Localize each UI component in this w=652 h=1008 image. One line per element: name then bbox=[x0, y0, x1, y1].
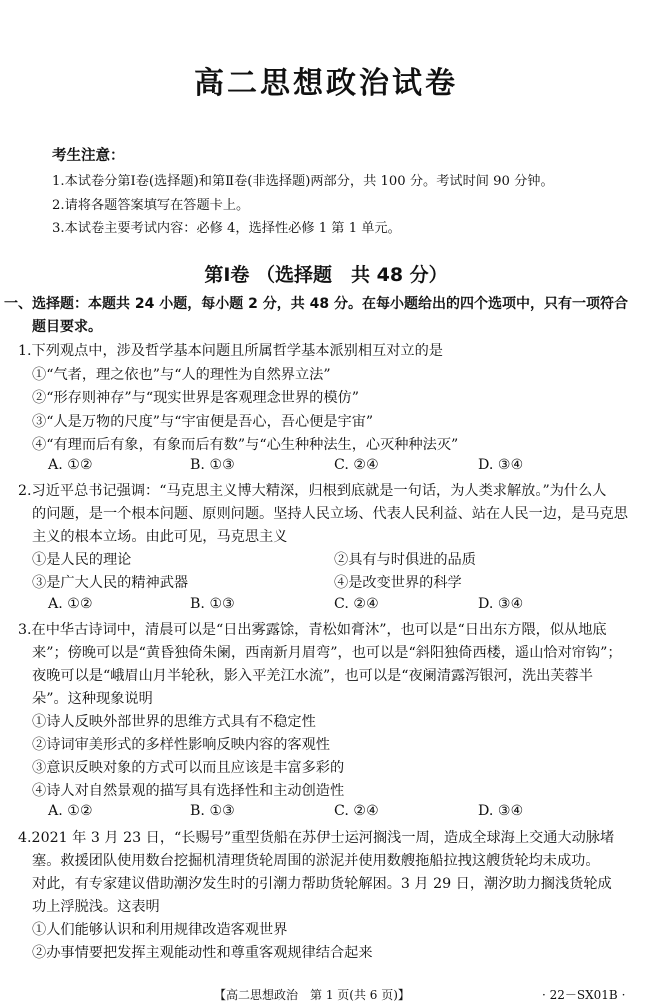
question-1-option-c: C. ②④ bbox=[334, 457, 379, 473]
question-1-option-a: A. ①② bbox=[48, 457, 93, 473]
page-title: 高二思想政治试卷 bbox=[194, 66, 458, 101]
question-1-stem: 1.下列观点中，涉及哲学基本问题且所属哲学基本派别相互对立的是 bbox=[18, 343, 443, 359]
question-3-stem-line-1: 3.在中华古诗词中，清晨可以是“日出雾露馀，青松如膏沐”，也可以是“日出东方隈，似从地底 bbox=[18, 622, 607, 638]
section-instruction-cont: 题目要求。 bbox=[32, 319, 102, 335]
question-2-item-2: ②具有与时俱进的品质 bbox=[334, 552, 476, 568]
question-3-item-1: ①诗人反映外部世界的思维方式具有不稳定性 bbox=[32, 714, 316, 730]
question-1-option-b: B. ①③ bbox=[190, 457, 235, 473]
question-4-stem-line-1: 4.2021 年 3 月 23 日，“长赐号”重型货船在苏伊士运河搁浅一周，造成全球海上交通大动脉堵 bbox=[18, 830, 615, 846]
question-4-item-1: ①人们能够认识和利用规律改造客观世界 bbox=[32, 922, 288, 938]
question-3-option-a: A. ①② bbox=[48, 803, 93, 819]
question-2-option-c: C. ②④ bbox=[334, 596, 379, 612]
question-1-option-d: D. ③④ bbox=[478, 457, 524, 473]
question-3-stem-line-4: 朵”。这种现象说明 bbox=[32, 691, 153, 707]
section-heading: 第Ⅰ卷 （选择题 共 48 分） bbox=[204, 264, 448, 286]
exam-code: · 22－SX01B · bbox=[542, 988, 626, 1002]
question-3-option-d: D. ③④ bbox=[478, 803, 524, 819]
page-footer: 【高二思想政治 第 1 页(共 6 页)】 bbox=[214, 988, 410, 1002]
question-1-item-4: ④“有理而后有象，有象而后有数”与“心生种种法生，心灭种种法灭” bbox=[32, 437, 459, 453]
question-1-item-1: ①“气者，理之依也”与“人的理性为自然界立法” bbox=[32, 367, 331, 383]
notice-line-1: 1.本试卷分第Ⅰ卷(选择题)和第Ⅱ卷(非选择题)两部分，共 100 分。考试时间 90 分钟。 bbox=[52, 174, 554, 189]
question-4-stem-line-3: 对此，有专家建议借助潮汐发生时的引潮力帮助货轮解困。3 月 29 日，潮汐助力搁浅货轮成 bbox=[32, 876, 612, 892]
question-3-item-3: ③意识反映对象的方式可以而且应该是丰富多彩的 bbox=[32, 760, 345, 776]
section-instruction: 一、选择题：本题共 24 小题，每小题 2 分，共 48 分。在每小题给出的四个选项中，只有一项符合 bbox=[4, 296, 628, 312]
question-3-item-2: ②诗词审美形式的多样性影响反映内容的客观性 bbox=[32, 737, 330, 753]
question-2-item-1: ①是人民的理论 bbox=[32, 552, 132, 568]
question-2-option-a: A. ①② bbox=[48, 596, 93, 612]
question-2-item-4: ④是改变世界的科学 bbox=[334, 575, 462, 591]
question-3-item-4: ④诗人对自然景观的描写具有选择性和主动创造性 bbox=[32, 783, 345, 799]
question-1-item-3: ③“人是万物的尺度”与“宇宙便是吾心，吾心便是宇宙” bbox=[32, 414, 374, 430]
question-2-stem-line-3: 主义的根本立场。由此可见，马克思主义 bbox=[32, 529, 288, 545]
question-4-stem-line-4: 功上浮脱浅。这表明 bbox=[32, 899, 160, 915]
question-2-stem-line-1: 2.习近平总书记强调：“马克思主义博大精深，归根到底就是一句话，为人类求解放。”为什么人 bbox=[18, 483, 607, 499]
question-3-option-c: C. ②④ bbox=[334, 803, 379, 819]
question-1-item-2: ②“形存则神存”与“现实世界是客观理念世界的模仿” bbox=[32, 390, 359, 406]
question-2-stem-line-2: 的问题，是一个根本问题、原则问题。坚持人民立场、代表人民利益、站在人民一边，是马克思 bbox=[32, 506, 628, 522]
question-3-stem-line-2: 来”；傍晚可以是“黄昏独倚朱阑，西南新月眉弯”，也可以是“斜阳独倚西楼，遥山恰对帘钩”； bbox=[32, 645, 622, 661]
notice-line-2: 2.请将各题答案填写在答题卡上。 bbox=[52, 198, 250, 213]
notice-heading: 考生注意： bbox=[52, 148, 125, 164]
question-3-stem-line-3: 夜晚可以是“峨眉山月半轮秋，影入平羌江水流”，也可以是“夜阑清露泻银河，洗出芙蓉半 bbox=[32, 668, 593, 684]
notice-line-3: 3.本试卷主要考试内容：必修 4，选择性必修 1 第 1 单元。 bbox=[52, 221, 401, 236]
question-2-option-b: B. ①③ bbox=[190, 596, 235, 612]
question-3-option-b: B. ①③ bbox=[190, 803, 235, 819]
question-4-stem-line-2: 塞。救援团队使用数台挖掘机清理货轮周围的淤泥并使用数艘拖船拉拽这艘货轮均未成功。 bbox=[32, 853, 600, 869]
question-2-option-d: D. ③④ bbox=[478, 596, 524, 612]
question-4-item-2: ②办事情要把发挥主观能动性和尊重客观规律结合起来 bbox=[32, 945, 373, 961]
question-2-item-3: ③是广大人民的精神武器 bbox=[32, 575, 189, 591]
